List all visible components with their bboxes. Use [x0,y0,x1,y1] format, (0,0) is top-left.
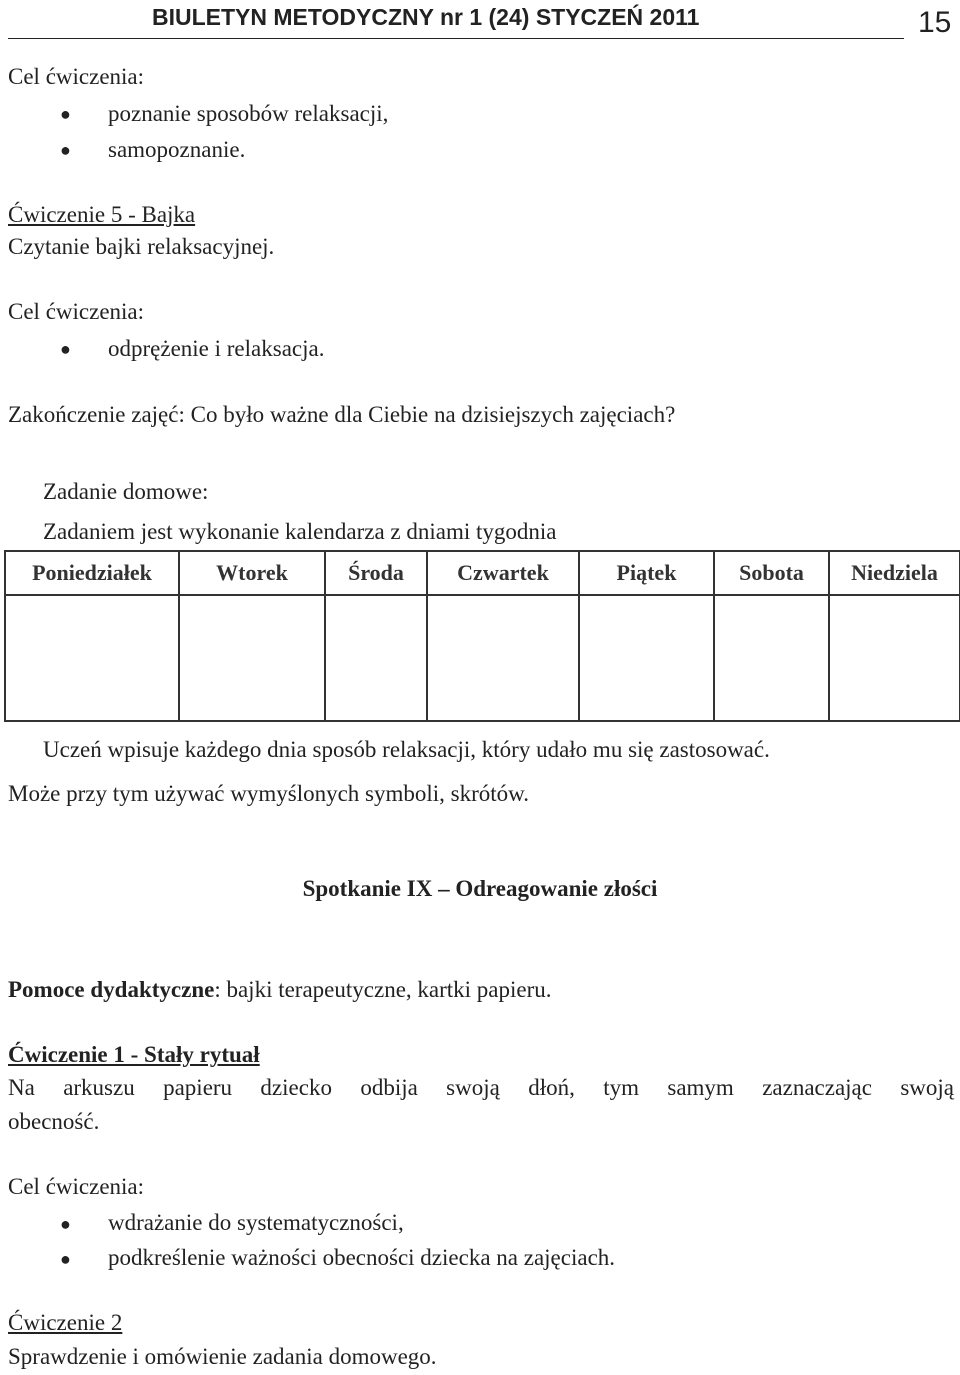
list-item: odprężenie i relaksacja. [108,336,325,361]
list-item: wdrażanie do systematyczności, [108,1210,404,1235]
bullet-icon: ● [60,1214,71,1234]
bullet-icon: ● [60,339,71,359]
day-header-tuesday: Wtorek [179,551,325,595]
ending-text: : Co było ważne dla Ciebie na dzisiejszych zajęciach? [178,402,676,427]
day-cell [829,595,960,721]
exercise-title: Ćwiczenie 5 - Bajka [8,202,196,227]
homework-note-line1: Uczeń wpisuje każdego dnia sposób relaksacji, który udało mu się zastosować. [43,737,770,762]
day-header-wednesday: Środa [325,551,427,595]
header-title: BIULETYN METODYCZNY nr 1 (24) STYCZEŃ 2011 [152,4,700,30]
day-cell [714,595,829,721]
day-cell [179,595,325,721]
exercise-title: Ćwiczenie 1 - Stały rytuał [8,1042,260,1067]
exercise-text: Czytanie bajki relaksacyjnej. [8,234,275,259]
homework-text: Zadaniem jest wykonanie kalendarza z dniami tygodnia [43,519,557,544]
header-rule [8,38,904,39]
exercise-title: Ćwiczenie 2 [8,1310,123,1335]
ending-label: Zakończenie zajęć [8,402,179,427]
ending-line [8,402,675,428]
day-header-monday: Poniedziałek [5,551,179,595]
bullet-icon: ● [60,1249,71,1269]
bullet-icon: ● [60,140,71,160]
meeting-title: Spotkanie IX – Odreagowanie złości [302,876,658,901]
bullet-icon: ● [60,104,71,124]
day-header-friday: Piątek [579,551,714,595]
page-number: 15 [918,6,952,39]
aids-label: Pomoce dydaktyczne [8,977,215,1002]
goal-label: Cel ćwiczenia: [8,1174,145,1199]
day-cell [5,595,179,721]
homework-note-line2: Może przy tym używać wymyślonych symboli, skrótów. [8,781,530,806]
exercise-text-line2: obecność. [8,1109,100,1134]
day-header-saturday: Sobota [714,551,829,595]
week-calendar-table [4,550,960,722]
day-cell [579,595,714,721]
aids-text: : bajki terapeutyczne, kartki papieru. [214,977,552,1002]
goal-label: Cel ćwiczenia: [8,299,145,324]
day-cell [325,595,427,721]
homework-label: Zadanie domowe: [43,479,209,504]
goal-label: Cel ćwiczenia: [8,64,145,89]
aids-line [8,977,552,1003]
day-header-sunday: Niedziela [829,551,960,595]
list-item: podkreślenie ważności obecności dziecka na zajęciach. [108,1245,616,1270]
exercise-text-line1: Na arkuszu papieru dziecko odbija swoją dłoń, tym samym zaznaczając swoją [8,1075,954,1100]
list-item: samopoznanie. [108,137,246,162]
list-item: poznanie sposobów relaksacji, [108,101,389,126]
day-header-thursday: Czwartek [427,551,579,595]
day-cell [427,595,579,721]
exercise-text: Sprawdzenie i omówienie zadania domowego. [8,1344,437,1369]
